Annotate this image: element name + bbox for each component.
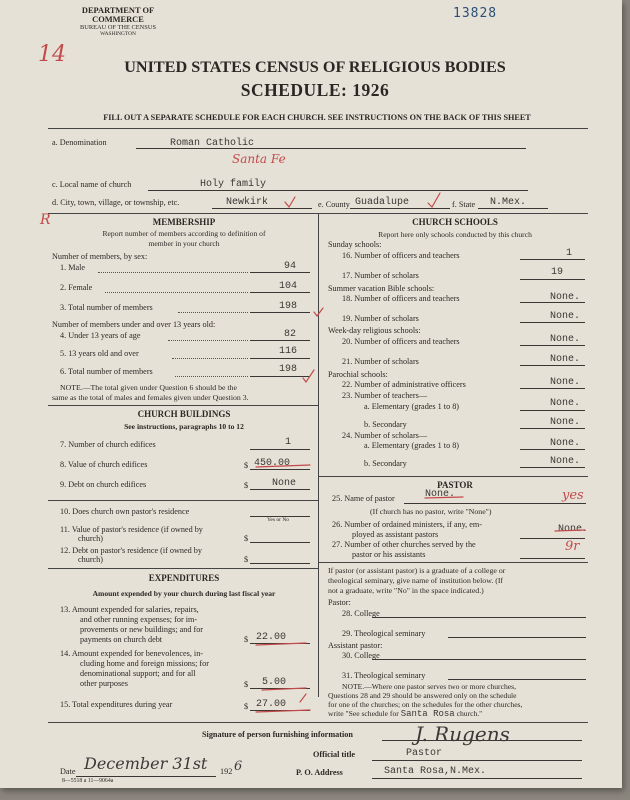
q1-male-value: 94	[284, 261, 297, 272]
buildings-title: CHURCH BUILDINGS	[137, 409, 231, 419]
denomination-label: a. Denomination	[52, 138, 107, 147]
state-label: f. State	[452, 200, 476, 209]
form-instruction: FILL OUT A SEPARATE SCHEDULE FOR EACH CHURCH. SEE INSTRUCTIONS ON THE BACK OF THIS SHEET	[103, 113, 531, 122]
county-value: Guadalupe	[355, 197, 410, 208]
expenditures-sub: Amount expended by your church during last fiscal year	[92, 589, 276, 598]
official-title-label: Official title	[313, 750, 356, 759]
q8-value-of-edifices: 450.00	[254, 458, 291, 469]
q29-label: 29. Theological seminary	[342, 629, 426, 638]
q12-label-2: church)	[78, 555, 104, 564]
year-prefix: 192	[220, 767, 233, 776]
check-mark-county	[428, 193, 440, 207]
q31-label: 31. Theological seminary	[342, 671, 426, 680]
church-name-value: Holy family	[200, 179, 267, 190]
q20-label: 20. Number of officers and teachers	[342, 337, 460, 346]
strike-q25	[425, 497, 463, 498]
q18-value: None.	[550, 292, 581, 303]
q25-note: (If church has no pastor, write "None")	[370, 507, 492, 516]
q24b-value: None.	[550, 456, 581, 467]
state-value: N.Mex.	[490, 197, 527, 208]
q2-label: 2. Female	[60, 283, 93, 292]
diocese-handwritten: Santa Fe	[232, 152, 286, 166]
q4-label: 4. Under 13 years of age	[60, 331, 141, 340]
q8-dollar-sign: $	[244, 461, 249, 470]
date-label: Date	[60, 767, 76, 776]
q9-debt-value: None	[272, 478, 297, 489]
signature-value: J. Rugens	[415, 722, 510, 746]
q5-label: 5. 13 years old and over	[60, 349, 139, 358]
q16-value: 1	[566, 248, 573, 259]
q9-label: 9. Debt on church edifices	[60, 480, 147, 489]
q11-label-1: 11. Value of pastor's residence (if owned by	[60, 525, 203, 534]
denomination-value: Roman Catholic	[170, 138, 255, 149]
q27-label-1: 27. Number of other churches served by the	[332, 540, 476, 549]
q14-dollar-sign: $	[244, 680, 249, 689]
pastor-note-5-text: church."	[456, 709, 483, 718]
handwritten-r-mark: R	[40, 212, 51, 228]
q4-under-13-value: 82	[284, 329, 297, 340]
q3-label: 3. Total number of members	[60, 303, 153, 312]
q18-label: 18. Number of officers and teachers	[342, 294, 460, 303]
q19-value: None.	[550, 311, 581, 322]
serial-number: 13828	[453, 6, 498, 21]
county-label: e. County	[318, 200, 350, 209]
membership-title: MEMBERSHIP	[152, 217, 216, 227]
q27-label-2: pastor or his assistants	[352, 550, 426, 559]
q25-pastor-name-value: None.	[425, 489, 456, 500]
underline-q8	[256, 465, 310, 467]
q23a-value: None.	[550, 398, 581, 409]
q15-dollar-sign: $	[244, 702, 249, 711]
q22-value: None.	[550, 377, 581, 388]
q3-total-value: 198	[279, 301, 298, 312]
q16-label: 16. Number of officers and teachers	[342, 251, 460, 260]
graduate-note-3: not a graduate, write "No" in the space indicated.)	[328, 586, 484, 595]
membership-intro-1: Report number of members according to definition of	[102, 229, 266, 238]
po-address-value: Santa Rosa,N.Mex.	[384, 766, 487, 777]
schedule-title: SCHEDULE: 1926	[240, 80, 390, 100]
q12-label-1: 12. Debt on pastor's residence (if owned by	[60, 546, 202, 555]
q26-label-2: ployed as assistant pastors	[352, 530, 439, 539]
q17-value: 19	[551, 267, 564, 278]
q13-label-2: and other running expenses; for im-	[80, 615, 198, 624]
form-title: UNITED STATES CENSUS OF RELIGIOUS BODIES	[124, 58, 506, 76]
year-suffix: 6	[234, 759, 243, 774]
q10-label: 10. Does church own pastor's residence	[60, 507, 190, 516]
q21-label: 21. Number of scholars	[342, 357, 419, 366]
summer-schools-label: Summer vacation Bible schools:	[328, 284, 435, 293]
q23a-label: a. Elementary (grades 1 to 8)	[364, 402, 460, 411]
q23b-label: b. Secondary	[364, 420, 407, 429]
check-mark-q15	[300, 694, 306, 702]
q28-label: 28. College	[342, 609, 380, 618]
q8-label: 8. Value of church edifices	[60, 460, 148, 469]
signature-label: Signature of person furnishing information	[202, 730, 353, 739]
q26-value: None.	[558, 524, 589, 535]
strike-q26	[555, 530, 585, 531]
q26-label-1: 26. Number of ordained ministers, if any, em-	[332, 520, 482, 529]
q25-label: 25. Name of pastor	[332, 494, 395, 503]
pastor-note-4-text: write "See schedule for	[328, 709, 399, 718]
q19-label: 19. Number of scholars	[342, 314, 419, 323]
q14-label-2: cluding home and foreign missions; for	[80, 659, 209, 668]
date-value: December 31st	[84, 754, 208, 773]
q11-dollar-sign: $	[244, 534, 249, 543]
parochial-schools-label: Parochial schools:	[328, 370, 388, 379]
bureau-name: BUREAU OF THE CENSUS	[79, 24, 157, 31]
schools-title: CHURCH SCHOOLS	[412, 217, 498, 227]
q7-label: 7. Number of church edifices	[60, 440, 156, 449]
po-address-label: P. O. Address	[296, 768, 343, 777]
membership-note-1: NOTE.—The total given under Question 6 should be the	[60, 383, 237, 392]
see-schedule-church-value: Santa Rosa	[400, 709, 455, 719]
q13-label-1: 13. Amount expended for salaries, repairs,	[60, 605, 199, 614]
pastor-title: PASTOR	[437, 480, 473, 490]
q14-benevolences-value: 5.00	[262, 677, 287, 688]
q13-label-3: provements or new buildings; and for	[80, 625, 204, 634]
q7-edifices-value: 1	[285, 437, 292, 448]
q1-label: 1. Male	[60, 263, 86, 272]
q13-running-expenses-value: 22.00	[256, 632, 287, 643]
form-number: 8—5518 a 11—9064a	[62, 778, 114, 784]
q5-13-and-over-value: 116	[279, 346, 298, 357]
pastor-note-3: for one of the churches; on the schedules for the other churches,	[328, 700, 523, 709]
q30-label: 30. College	[342, 651, 380, 660]
weekday-schools-label: Week-day religious schools:	[328, 326, 421, 335]
membership-note-2: same as the total of males and females given under Question 3.	[52, 393, 249, 402]
city-value: Newkirk	[226, 197, 269, 208]
handwritten-yes-mark: yes	[562, 488, 584, 503]
expenditures-title: EXPENDITURES	[148, 573, 220, 583]
underline-q15	[256, 710, 310, 712]
handwritten-9-mark: 9r	[565, 539, 580, 554]
members-by-sex-label: Number of members, by sex:	[52, 252, 148, 261]
city-name: WASHINGTON	[100, 31, 136, 37]
q15-label: 15. Total expenditures during year	[60, 700, 173, 709]
q17-label: 17. Number of scholars	[342, 271, 419, 280]
q24-label: 24. Number of scholars—	[342, 431, 428, 440]
q6-total-value: 198	[279, 364, 298, 375]
underline-q13	[256, 643, 306, 645]
q20-value: None.	[550, 334, 581, 345]
underline-q14	[262, 688, 306, 690]
q14-label-4: other purposes	[80, 679, 128, 688]
q14-label-3: denominational support; and for all	[80, 669, 196, 678]
check-mark-city	[285, 197, 295, 207]
q24a-label: a. Elementary (grades 1 to 8)	[364, 441, 460, 450]
q21-value: None.	[550, 354, 581, 365]
q12-dollar-sign: $	[244, 555, 249, 564]
official-title-value: Pastor	[406, 748, 443, 759]
pastor-note-1: NOTE.—Where one pastor serves two or more churches,	[342, 682, 516, 691]
q24a-value: None.	[550, 438, 581, 449]
q23b-value: None.	[550, 417, 581, 428]
schools-sub: Report here only schools conducted by this church	[378, 230, 532, 239]
check-mark-q6	[303, 370, 314, 382]
graduate-note-1: If pastor (or assistant pastor) is a graduate of a college or	[328, 566, 506, 575]
q11-label-2: church)	[78, 534, 104, 543]
check-mark-q3	[314, 308, 323, 316]
q13-label-4: payments on church debt	[80, 635, 163, 644]
graduate-note-2: theological seminary, give name of institution below. (If	[328, 576, 504, 585]
q14-label-1: 14. Amount expended for benevolences, in-	[60, 649, 204, 658]
handwritten-number-mark: 14	[38, 42, 66, 67]
q15-total-expenditures-value: 27.00	[256, 699, 287, 710]
assistant-pastor-label: Assistant pastor:	[328, 641, 383, 650]
age-groups-label: Number of members under and over 13 years old:	[52, 320, 216, 329]
buildings-sub: See instructions, paragraphs 10 to 12	[124, 422, 244, 431]
sunday-schools-label: Sunday schools:	[328, 240, 382, 249]
pastor-education-label: Pastor:	[328, 598, 351, 607]
q23-label: 23. Number of teachers—	[342, 391, 428, 400]
q9-dollar-sign: $	[244, 481, 249, 490]
q22-label: 22. Number of administrative officers	[342, 380, 466, 389]
q6-label: 6. Total number of members	[60, 367, 153, 376]
pastor-note-2: Questions 28 and 29 should be answered only on the schedule	[328, 691, 517, 700]
yes-no-hint: Yes or No	[267, 517, 290, 523]
q13-dollar-sign: $	[244, 635, 249, 644]
q2-female-value: 104	[279, 281, 298, 292]
q24b-label: b. Secondary	[364, 459, 407, 468]
city-label: d. City, town, village, or township, etc.	[52, 198, 180, 207]
church-name-label: c. Local name of church	[52, 180, 132, 189]
membership-intro-2: member in your church	[148, 239, 220, 248]
department-name: DEPARTMENT OF COMMERCE	[81, 6, 155, 24]
